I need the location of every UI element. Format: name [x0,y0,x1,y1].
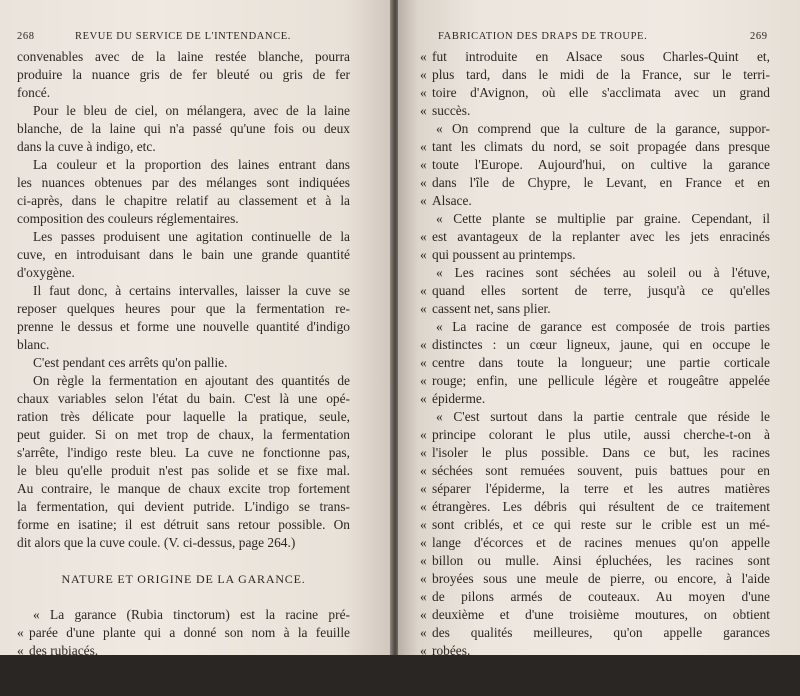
line-text: composition des couleurs réglementaires. [17,211,239,226]
quote-mark: « [17,679,24,694]
line-text: principe colorant le plus utile, aussi cherche-t-on à [432,427,770,442]
line-text: est avantageux de la replanter avec les jets enracinés [432,229,770,244]
quote-mark: « [420,67,427,82]
text-line [17,372,350,390]
quote-mark: « [420,157,427,172]
text-line [17,336,350,354]
text-line [420,372,770,390]
line-text: des rubiacés. [29,643,99,658]
text-line [17,606,350,624]
line-text: foncé. [17,85,51,100]
text-line [420,660,770,678]
blank-line [17,588,350,606]
quote-mark: « [17,643,24,658]
text-line [17,174,350,192]
text-line [420,156,770,174]
quote-mark: « [420,589,427,604]
line-text: « Cette plante, qui était connue des Grecs et des [33,661,350,676]
line-text: l'isoler le plus possible. Dans ce but, les racines [432,445,770,460]
text-line [17,210,350,228]
text-line [17,642,350,660]
text-line [17,138,350,156]
text-line [17,318,350,336]
line-text: parée d'une plante qui a donné son nom à la feuille [29,625,350,640]
quote-mark: « [420,499,427,514]
line-text: « Dans le commerce, on appelle alizari les racines [436,661,770,676]
line-text: lange d'écorces et de racines menues qu'on appelle [432,535,770,550]
line-text: Romains, passe pour être originaire de l'Asie. Elle [29,679,350,694]
text-line [420,462,770,480]
line-text: succès. [432,103,471,118]
text-line [420,48,770,66]
line-text: Au contraire, le manque de chaux excite trop fortement [17,481,350,496]
line-text: séparer l'épiderme, la terre et les autres matières [432,481,770,496]
quote-mark: « [420,427,427,442]
line-text: épiderme. [432,391,486,406]
quote-mark: « [420,175,427,190]
text-line [420,678,770,696]
line-text: Alsace. [432,193,472,208]
text-line [420,480,770,498]
line-text: « On comprend que la culture de la garance, suppor- [436,121,770,136]
line-text: quand elles sortent de terre, jusqu'à ce qu'elles [432,283,770,298]
line-text: cuve, en introduisant dans le bain une grande quantité [17,247,350,262]
quote-mark: « [420,49,427,64]
text-line [17,48,350,66]
text-line [420,192,770,210]
line-text: forme en isatine; il est détruit sans retour possible. On [17,517,350,532]
line-text: rouge; enfin, une pellicule légère et rougeâtre appelée [432,373,770,388]
blank-line [17,552,350,570]
text-line [420,336,770,354]
text-line [420,516,770,534]
quote-mark: « [420,679,427,694]
quote-mark: « [420,247,427,262]
text-line [420,318,770,336]
text-line [17,300,350,318]
text-line [17,660,350,678]
line-text: dans l'île de Chypre, le Levant, en France et en [432,175,770,190]
quote-mark: « [420,283,427,298]
body-text [17,48,350,696]
text-line [420,498,770,516]
text-line [17,264,350,282]
line-text: broyées sous une meule de pierre, ou encore, à l'aide [432,571,770,586]
text-line [420,246,770,264]
text-line [420,102,770,120]
text-line [17,156,350,174]
line-text: Pour le bleu de ciel, on mélangera, avec de la laine [33,103,350,118]
text-line [420,444,770,462]
line-text: On règle la fermentation en ajoutant des quantités de [33,373,350,388]
quote-mark: « [420,373,427,388]
text-line [17,444,350,462]
text-line [17,462,350,480]
text-line [420,138,770,156]
text-line [420,642,770,660]
line-text: entières, et garance, les racines pulvérisées. [432,679,665,694]
text-line [17,102,350,120]
line-text: les nuances obtenues par des mélanges sont indiquées [17,175,350,190]
line-text: étrangères. Les débris qui résultent de ce traitement [432,499,770,514]
line-text: des qualités meilleures, qu'on appelle garances [432,625,770,640]
quote-mark: « [420,85,427,100]
text-line [420,282,770,300]
text-line [420,264,770,282]
line-text: produire la nuance gris de fer bleuté ou gris de fer [17,67,350,82]
text-line [420,300,770,318]
line-text: toire d'Avignon, où elle s'acclimata avec un grand [432,85,770,100]
line-text: plus tard, dans le midi de la France, sur le terri- [432,67,770,82]
line-text: « La racine de garance est composée de trois parties [436,319,770,334]
text-line [420,390,770,408]
text-line [420,408,770,426]
text-line [17,498,350,516]
running-head [420,30,775,44]
text-line [17,66,350,84]
text-line [17,480,350,498]
line-text: ration très délicate pour laquelle la pratique, seule, [17,409,350,424]
line-text: convenables avec de la laine restée blanche, pourra [17,49,350,64]
line-text: reposer quelques heures pour que la fermentation re- [17,301,350,316]
quote-mark: « [420,103,427,118]
section-heading [17,570,350,588]
line-text: la fermentation, qui devient putride. L'indigo se trans- [17,499,350,514]
line-text: le bleu qu'elle produit n'est pas solide et se fixe mal. [17,463,350,478]
quote-mark: « [420,229,427,244]
text-line [420,228,770,246]
line-text: « La garance (Rubia tinctorum) est la racine pré- [33,607,350,622]
text-line [17,408,350,426]
text-line [17,120,350,138]
line-text: sont criblés, et ce qui reste sur le crible est un mé- [432,517,770,532]
text-line [420,84,770,102]
right-page [398,0,800,694]
line-text: chaux variables selon l'état du bain. C'est là une opé- [17,391,350,406]
quote-mark: « [17,625,24,640]
quote-mark: « [420,193,427,208]
text-line [17,282,350,300]
line-text: de pilons armés de couteaux. Au moyen d'une [432,589,770,604]
line-text: « Cette plante se multiplie par graine. Cependant, il [436,211,770,226]
quote-mark: « [420,607,427,622]
running-head [17,30,352,44]
quote-mark: « [420,337,427,352]
quote-mark: « [420,445,427,460]
text-line [17,678,350,696]
page-number: 269 [750,31,768,42]
text-line [420,174,770,192]
line-text: « C'est surtout dans la partie centrale que réside le [436,409,770,424]
quote-mark: « [420,139,427,154]
text-line [17,246,350,264]
quote-mark: « [420,481,427,496]
text-line [17,426,350,444]
text-line [17,624,350,642]
text-line [420,624,770,642]
quote-mark: « [420,625,427,640]
text-line [420,534,770,552]
quote-mark: « [420,553,427,568]
line-text: toute l'Europe. Aujourd'hui, on cultive la garance [432,157,770,172]
line-text: dans la cuve à indigo, etc. [17,139,156,154]
text-line [17,84,350,102]
line-text: La couleur et la proportion des laines entrant dans [33,157,350,172]
text-line [17,516,350,534]
text-line [420,588,770,606]
text-line [420,120,770,138]
quote-mark: « [420,463,427,478]
line-text: qui poussent au printemps. [432,247,576,262]
line-text: ci-après, dans le chapitre relatif au classement et à la [17,193,350,208]
quote-mark: « [420,301,427,316]
line-text: dit alors que la cuve coule. (V. ci-dessus, page 264.) [17,535,296,550]
quote-mark: « [420,535,427,550]
quote-mark: « [420,391,427,406]
line-text: fut introduite en Alsace sous Charles-Quint et, [432,49,770,64]
line-text: s'arrête, l'indigo reste bleu. La cuve ne fonctionne pas, [17,445,350,460]
line-text: distinctes : un cœur ligneux, jaune, qui en occupe le [432,337,770,352]
line-text: d'oxygène. [17,265,75,280]
quote-mark: « [420,643,427,658]
line-text: NATURE ET ORIGINE DE LA GARANCE. [61,572,306,586]
text-line [420,426,770,444]
text-line [17,534,350,552]
line-text: C'est pendant ces arrêts qu'on pallie. [33,355,228,370]
line-text: peut guider. Si on met trop de chaux, la fermentation [17,427,350,442]
line-text: Les passes produisent une agitation continuelle de la [33,229,350,244]
line-text: robées. [432,643,471,658]
text-line [17,192,350,210]
text-line [420,570,770,588]
quote-mark: « [420,517,427,532]
left-page [0,0,392,694]
line-text: billon ou mulle. Ainsi épluchées, les racines sont [432,553,770,568]
line-text: blanche, de la laine qui n'a passé qu'une fois ou deux [17,121,350,136]
line-text: Il faut donc, à certains intervalles, laisser la cuve se [33,283,350,298]
text-line [17,390,350,408]
body-text [420,48,770,696]
line-text: tant les climats du nord, se soit propagée dans presque [432,139,770,154]
line-text: blanc. [17,337,50,352]
running-head-title: REVUE DU SERVICE DE L'INTENDANCE. [75,31,291,42]
text-line [420,552,770,570]
line-text: cassent net, sans plier. [432,301,551,316]
text-line [420,66,770,84]
page-number: 268 [17,31,35,42]
text-line [17,354,350,372]
line-text: deuxième et d'une troisième moutures, on obtient [432,607,770,622]
text-line [17,228,350,246]
line-text: « Les racines sont séchées au soleil ou à l'étuve, [436,265,770,280]
quote-mark: « [420,355,427,370]
text-line [420,354,770,372]
line-text: prenne le dessus et forme une nouvelle quantité d'indigo [17,319,350,334]
quote-mark: « [420,571,427,586]
text-line [420,606,770,624]
line-text: centre dans toute la longueur; une partie corticale [432,355,770,370]
line-text: séchées sont remuées souvent, puis battues pour en [432,463,770,478]
running-head-title: FABRICATION DES DRAPS DE TROUPE. [438,31,648,42]
text-line [420,210,770,228]
